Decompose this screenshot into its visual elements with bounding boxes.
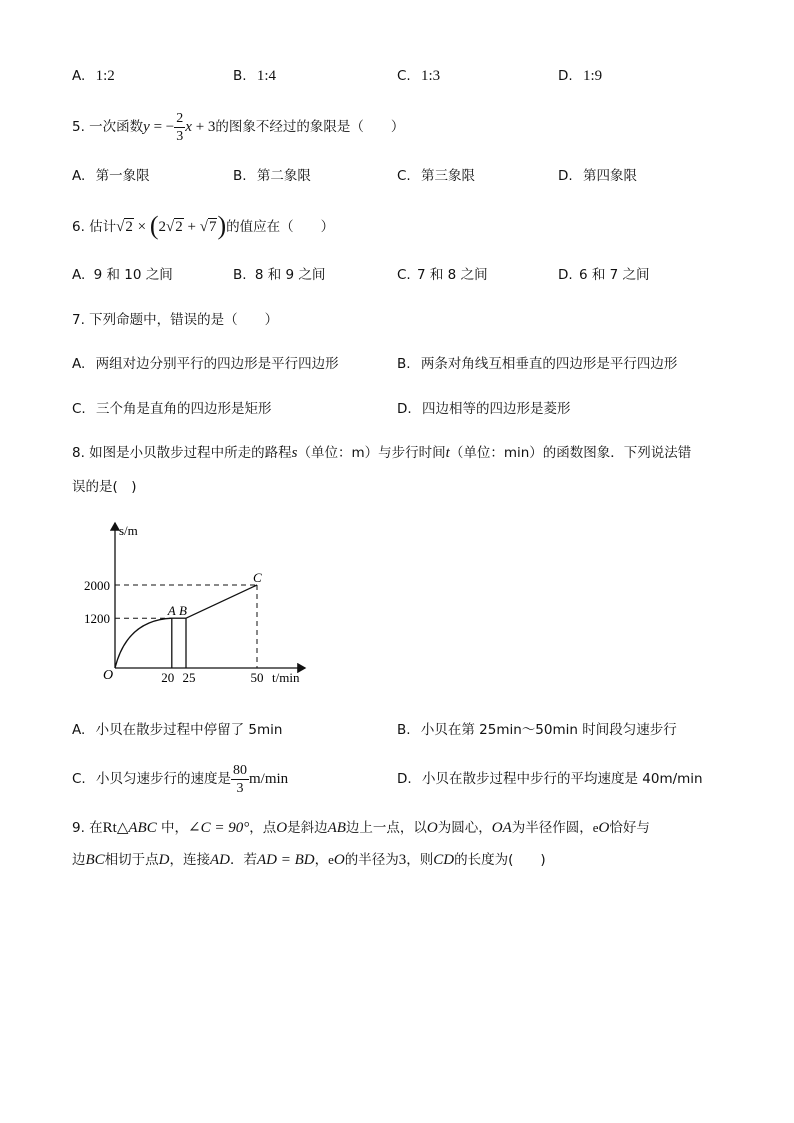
q9-o2: O [426, 820, 438, 836]
q4-option-c-letter: C. [397, 68, 411, 84]
q8-unit-t: （单位：min）的函数图象．下列说法错 [449, 445, 692, 461]
q9-t2: ，点 [249, 820, 277, 836]
origin-label: O [103, 668, 114, 683]
q7-option-c [72, 400, 272, 418]
q4-option-c-text: 1:3 [421, 68, 441, 84]
q7-option-d-letter: D. [397, 401, 412, 417]
q9-t4: 边上一点，以 [345, 820, 427, 836]
q5-option-d-text: 第四象限 [582, 168, 637, 184]
q9-stem-line-1 [72, 819, 650, 837]
q6-radicand-2: 2 [175, 219, 183, 235]
q6-option-c-text: 7 和 8 之间 [417, 267, 488, 283]
radical-sign: √ [199, 219, 208, 235]
q9-circle-symbol-2: e [328, 852, 334, 867]
q5-stem [72, 108, 404, 146]
q5-option-a-text: 第一象限 [95, 168, 150, 184]
q7-option-a-letter: A. [72, 356, 86, 372]
q5-option-b [233, 167, 311, 185]
q9-l2-h: 的长度为( ) [454, 852, 546, 868]
q9-t3: 是斜边 [287, 820, 328, 836]
q9-ad: AD [210, 852, 231, 868]
q5-suffix: 的图象不经过的象限是（ ） [215, 119, 405, 135]
q6-plus: + [183, 219, 200, 235]
q9-adbd: AD = BD [257, 852, 315, 868]
q8-option-a-text: 小贝在散步过程中停留了 5min [95, 722, 283, 738]
q7-option-d-text: 四边相等的四边形是菱形 [421, 401, 571, 417]
q6-sqrt-2 [166, 218, 184, 235]
q5-plus: + 3 [191, 119, 216, 135]
q5-option-c-letter: C. [397, 168, 411, 184]
q8-option-c-text: 小贝匀速步行的速度是 [96, 771, 232, 787]
q8-option-d-text: 小贝在散步过程中步行的平均速度是 40m/min [421, 771, 703, 787]
q5-option-b-letter: B. [233, 168, 247, 184]
q8-option-c [72, 760, 288, 798]
point-label-b: B [179, 603, 187, 619]
q9-l2-f: 的半径为 [344, 852, 399, 868]
q9-o4: O [333, 852, 345, 868]
q6-radicand-3: 7 [208, 219, 217, 235]
q6-option-c-letter: C. [397, 267, 411, 283]
q7-option-b-text: 两条对角线互相垂直的四边形是平行四边形 [420, 356, 678, 372]
q9-bc: BC [85, 852, 105, 868]
q6-coef: 2 [158, 219, 167, 235]
q4-option-a-letter: A. [72, 68, 86, 84]
q7-option-a-text: 两组对边分别平行的四边形是平行四边形 [95, 356, 339, 372]
q5-option-c-text: 第三象限 [421, 168, 476, 184]
q4-option-a-text: 1:2 [95, 68, 115, 84]
q5-frac-den: 3 [176, 128, 184, 144]
q5-option-d [558, 167, 637, 185]
q8-option-c-fraction [231, 762, 249, 797]
q5-prefix: 5. 一次函数 [72, 119, 144, 135]
q4-option-d [558, 67, 602, 85]
x-axis-label: t/min [272, 670, 300, 685]
q5-fraction [174, 110, 185, 145]
q6-rparen: ) [217, 211, 227, 240]
q7-option-b-letter: B. [397, 356, 411, 372]
q5-eq: = − [149, 119, 175, 135]
q6-suffix: 的值应在（ ） [226, 219, 335, 235]
q9-abc: ABC [128, 820, 157, 836]
q4-option-c [397, 67, 440, 85]
q4-option-b-letter: B. [233, 68, 247, 84]
q9-l2-b: 相切于点 [104, 852, 159, 868]
q7-option-c-text: 三个角是直角的四边形是矩形 [96, 401, 272, 417]
q5-option-c [397, 167, 475, 185]
x-tick-label-50: 50 [250, 670, 264, 685]
q8-var-t: t [445, 445, 450, 461]
q9-l2-d: ．若 [230, 852, 258, 868]
q8-option-d [397, 770, 703, 788]
y-tick-label-1200: 1200 [84, 611, 110, 627]
q9-t5: 为圆心， [437, 820, 492, 836]
q9-ab: AB [327, 820, 346, 836]
q6-prefix: 6. 估计 [72, 219, 117, 235]
q6-option-d [558, 266, 650, 284]
q6-option-a-text: 9 和 10 之间 [93, 267, 173, 283]
q5-y: y [143, 119, 150, 135]
point-label-c: C [253, 570, 262, 585]
q6-times: × [133, 219, 150, 235]
q5-x: x [185, 119, 192, 135]
q6-option-d-letter: D. [558, 267, 573, 283]
q6-option-a [72, 266, 173, 284]
q5-option-b-text: 第二象限 [256, 168, 311, 184]
q9-number: 9. 在 [72, 820, 103, 836]
q9-l2-a: 边 [72, 852, 86, 868]
q4-option-a [72, 67, 115, 85]
q9-t6: 为半径作圆， [511, 820, 593, 836]
q6-option-b [233, 266, 325, 284]
q8-stem-line-1 [72, 444, 691, 462]
q7-option-a [72, 355, 339, 373]
q8-option-d-letter: D. [397, 771, 412, 787]
q4-option-b [233, 67, 276, 85]
q9-l2-e: ， [314, 852, 329, 868]
q6-sqrt-1 [116, 218, 134, 235]
q9-angle: ∠C = 90° [188, 820, 250, 836]
series-segment-bc [186, 585, 257, 618]
q8-option-a-letter: A. [72, 722, 86, 738]
q9-t1: 中， [156, 820, 189, 836]
y-tick-label-2000: 2000 [84, 578, 110, 593]
q5-option-a [72, 167, 150, 185]
q8-frac-den: 3 [236, 780, 244, 796]
q9-d: D [158, 852, 170, 868]
q5-option-d-letter: D. [558, 168, 573, 184]
radical-sign: √ [166, 219, 175, 235]
q6-radicand-1: 2 [125, 219, 133, 235]
q9-t7: 恰好与 [609, 820, 650, 836]
q8-distance-time-graph [84, 518, 330, 698]
q8-option-c-unit: m/min [249, 771, 289, 787]
q6-option-b-text: 8 和 9 之间 [254, 267, 326, 283]
x-tick-label-25: 25 [182, 670, 196, 685]
q9-l2-c: ，连接 [169, 852, 211, 868]
q7-option-d [397, 400, 570, 418]
q9-cd: CD [433, 852, 455, 868]
y-axis-label: s/m [119, 523, 138, 538]
q6-option-a-letter: A. [72, 267, 86, 283]
q5-frac-num: 2 [176, 110, 184, 126]
q6-option-d-text: 6 和 7 之间 [578, 267, 650, 283]
q9-three: 3 [398, 852, 407, 868]
q8-option-b-letter: B. [397, 722, 411, 738]
point-label-a: A [167, 603, 176, 619]
q8-option-b [397, 721, 677, 739]
radical-sign: √ [116, 219, 125, 235]
q9-oa: OA [491, 820, 512, 836]
q4-option-d-text: 1:9 [582, 68, 603, 84]
q9-rt: Rt△ [102, 820, 129, 836]
q8-stem-line-2: 误的是( ) [72, 479, 137, 495]
x-tick-label-20: 20 [161, 670, 175, 685]
q9-l2-g: ，则 [406, 852, 434, 868]
q8-frac-num: 80 [233, 762, 248, 778]
q8-stem-a: 8. 如图是小贝散步过程中所走的路程 [72, 445, 292, 461]
q8-option-b-text: 小贝在第 25min～50min 时间段匀速步行 [420, 722, 677, 738]
q4-option-b-text: 1:4 [256, 68, 277, 84]
series-segment-oa [115, 618, 172, 668]
q6-option-c [397, 266, 488, 284]
q9-o3: O [598, 820, 610, 836]
q8-unit-s: （单位：m）与步行时间 [297, 445, 446, 461]
q5-option-a-letter: A. [72, 168, 86, 184]
q9-o1: O [276, 820, 288, 836]
q6-stem [72, 213, 334, 240]
q8-var-s: s [291, 445, 298, 461]
q9-stem-line-2 [72, 851, 546, 869]
q9-circle-symbol-1: e [592, 820, 599, 835]
q8-option-a [72, 721, 282, 739]
q6-lparen: ( [149, 211, 159, 240]
q7-option-b [397, 355, 677, 373]
q7-option-c-letter: C. [72, 401, 86, 417]
q6-option-b-letter: B. [233, 267, 247, 283]
q8-option-c-letter: C. [72, 771, 86, 787]
q7-stem: 7. 下列命题中，错误的是（ ） [72, 312, 279, 328]
q4-option-d-letter: D. [558, 68, 573, 84]
q6-sqrt-3 [200, 218, 218, 235]
